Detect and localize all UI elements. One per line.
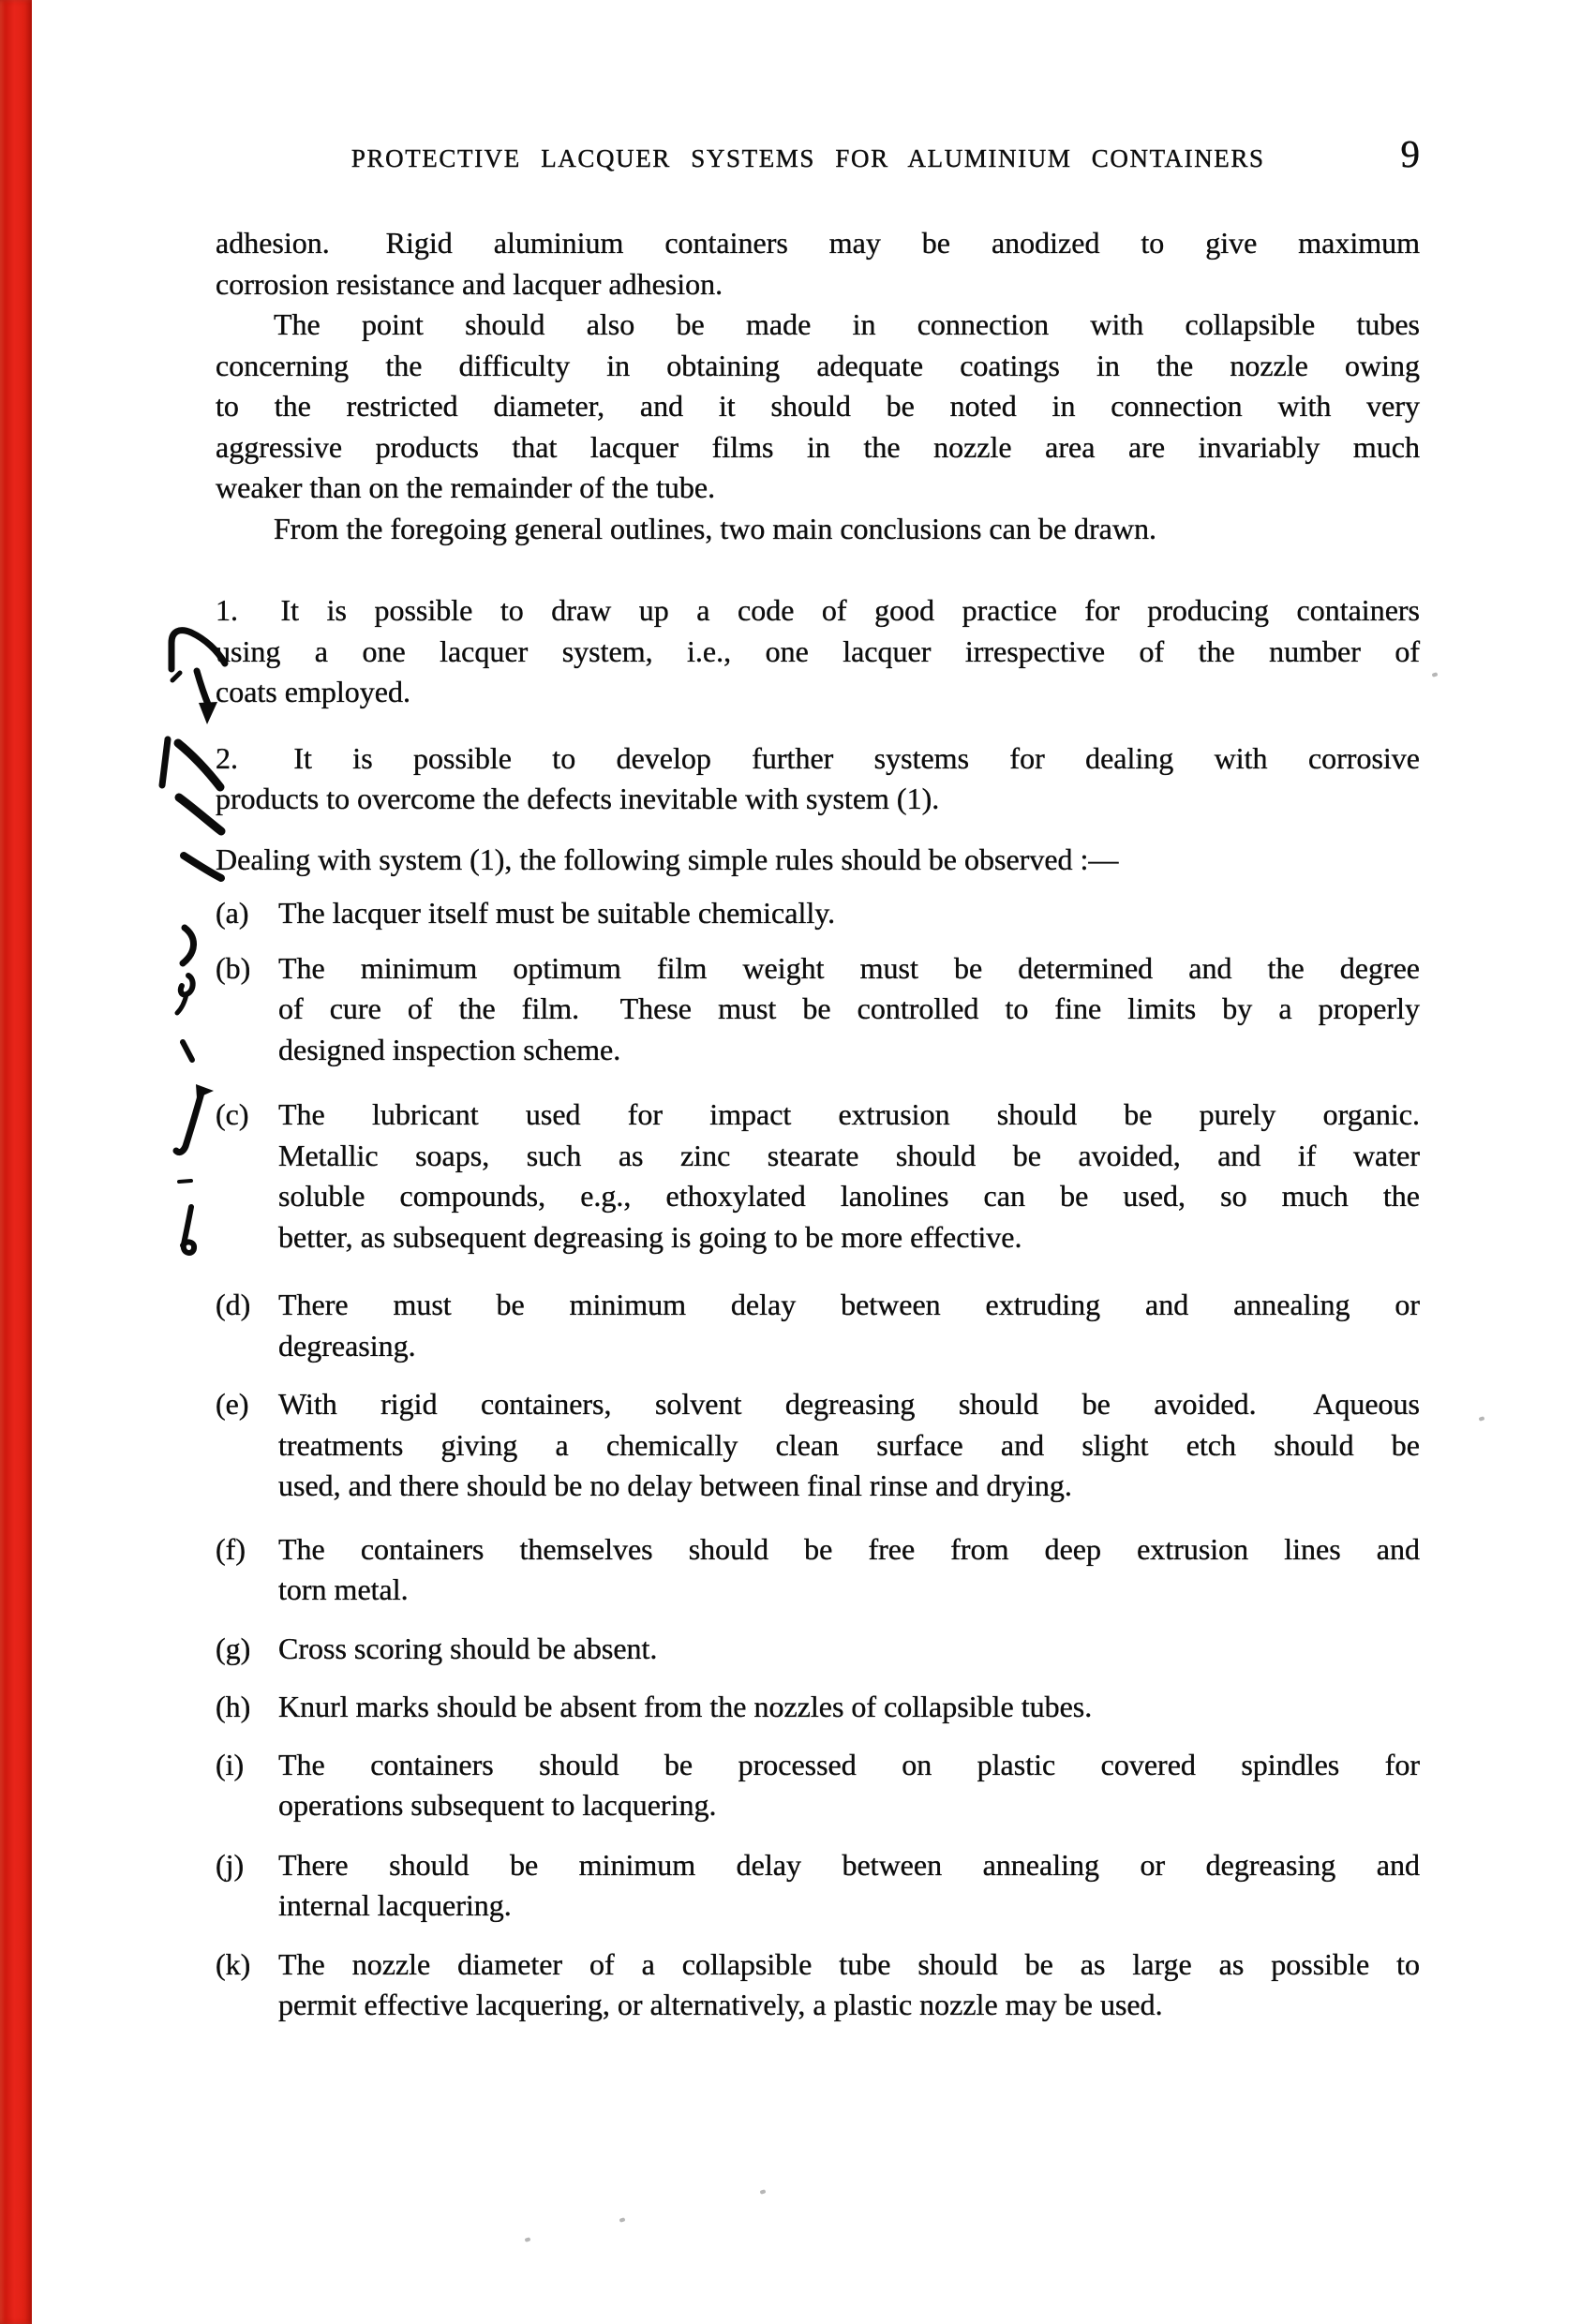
book-edge-strip <box>0 0 32 2324</box>
list-item-f <box>216 1529 1420 1611</box>
pen-apostrophe-mark <box>178 1038 197 1065</box>
text-line: Knurl marks should be absent from the nozzles of collapsible tubes. <box>278 1690 1093 1723</box>
list-item-c <box>216 1095 1420 1258</box>
text-line: There must be minimum delay between extruding and annealing or <box>278 1288 1420 1321</box>
text-line: With rigid containers, solvent degreasing should be avoided. Aqueous <box>278 1387 1420 1421</box>
item-label: (i) <box>216 1747 245 1781</box>
paragraph <box>216 840 1420 881</box>
item-label: (a) <box>216 896 249 930</box>
pen-integral-mark <box>171 1081 216 1162</box>
scan-speck <box>1479 1416 1485 1422</box>
text-line: better, as subsequent degreasing is going to be more effective. <box>278 1219 1022 1254</box>
text-line: Cross scoring should be absent. <box>278 1631 658 1665</box>
list-item-b <box>216 948 1420 1071</box>
numbered-item <box>216 738 1420 820</box>
paragraph <box>216 305 1420 509</box>
text-line: internal lacquering. <box>278 1888 512 1922</box>
text-line: designed inspection scheme. <box>278 1032 621 1066</box>
pen-loop-mark <box>174 1203 204 1259</box>
item-label: (j) <box>216 1847 245 1882</box>
scan-speck <box>525 2237 531 2242</box>
running-head <box>216 131 1420 176</box>
scan-speck <box>1432 672 1439 678</box>
text-line: of cure of the film. These must be controlled to fine limits by a properly <box>278 991 1420 1025</box>
text-line: soluble compounds, e.g., ethoxylated lanolines can be used, so much the <box>278 1179 1420 1213</box>
text-line: The point should also be made in connection with collapsible tubes <box>274 307 1420 341</box>
text-line: 1. It is possible to draw up a code of good practice for producing containers <box>216 593 1420 627</box>
text-line: torn metal. <box>278 1572 409 1606</box>
paragraph <box>216 509 1420 550</box>
body-text-block <box>216 223 1420 2026</box>
list-item-a <box>216 893 1420 934</box>
page-header-title: PROTECTIVE LACQUER SYSTEMS FOR ALUMINIUM CONTAINERS <box>351 144 1265 172</box>
text-line: The containers should be processed on plastic covered spindles for <box>278 1747 1420 1781</box>
text-line: Metallic soaps, such as zinc stearate should be avoided, and if water <box>278 1138 1420 1172</box>
page-number: 9 <box>1400 132 1420 175</box>
pen-hook-over-mark <box>165 624 231 673</box>
pen-lambda-mark <box>156 735 232 795</box>
text-line: coats employed. <box>216 675 410 708</box>
pen-tick-small-mark <box>178 847 229 885</box>
item-label: (f) <box>216 1531 246 1566</box>
scan-speck <box>619 2217 626 2223</box>
text-line: weaker than on the remainder of the tube. <box>216 470 716 504</box>
paragraph <box>216 223 1420 305</box>
text-line: Dealing with system (1), the following simple rules should be observed :— <box>216 842 1119 876</box>
item-label: (g) <box>216 1631 251 1665</box>
list-item-k <box>216 1944 1420 2026</box>
scan-speck <box>760 2189 767 2195</box>
text-line: products to overcome the defects inevitable with system (1). <box>216 782 940 815</box>
item-label: (h) <box>216 1690 251 1723</box>
item-label: (e) <box>216 1387 249 1421</box>
pen-tick-mark <box>172 791 229 838</box>
list-item-g <box>216 1629 1420 1670</box>
text-line: used, and there should be no delay between final rinse and drying. <box>278 1468 1072 1502</box>
list-item-e <box>216 1384 1420 1507</box>
item-label: (k) <box>216 1946 251 1981</box>
text-line: corrosion resistance and lacquer adhesion. <box>216 266 723 301</box>
text-line: The nozzle diameter of a collapsible tube should be as large as possible to <box>278 1946 1420 1981</box>
pen-comma-mark <box>174 971 199 1016</box>
list-item-j <box>216 1845 1420 1927</box>
text-line: From the foregoing general outlines, two main conclusions can be drawn. <box>274 511 1156 545</box>
list-item-h <box>216 1687 1420 1728</box>
list-item-i <box>216 1745 1420 1826</box>
text-line: to the restricted diameter, and it should be noted in connection with very <box>216 389 1420 423</box>
item-label: (c) <box>216 1097 249 1131</box>
pen-dash-mark <box>176 1177 195 1186</box>
text-line: The containers themselves should be free from deep extrusion lines and <box>278 1531 1420 1566</box>
item-label: (d) <box>216 1288 251 1321</box>
text-line: degreasing. <box>278 1328 416 1363</box>
item-label: (b) <box>216 950 251 985</box>
numbered-item <box>216 590 1420 713</box>
text-line: The lubricant used for impact extrusion should be purely organic. <box>278 1097 1420 1131</box>
text-line: The lacquer itself must be suitable chemically. <box>278 896 836 930</box>
text-line: The minimum optimum film weight must be determined and the degree <box>278 950 1420 985</box>
text-line: permit effective lacquering, or alternatively, a plastic nozzle may be used. <box>278 1988 1163 2021</box>
text-line: treatments giving a chemically clean surface and slight etch should be <box>278 1427 1420 1462</box>
text-line: There should be minimum delay between annealing or degreasing and <box>278 1847 1420 1882</box>
pen-arrow-down-mark <box>169 667 231 727</box>
text-line: operations subsequent to lacquering. <box>278 1788 717 1822</box>
text-line: aggressive products that lacquer films in the nozzle area are invariably much <box>216 429 1420 464</box>
text-line: 2. It is possible to develop further systems for dealing with corrosive <box>216 740 1420 775</box>
pen-paren-mark <box>178 924 204 967</box>
text-line: concerning the difficulty in obtaining adequate coatings in the nozzle owing <box>216 348 1420 382</box>
text-line: using a one lacquer system, i.e., one lacquer irrespective of the number of <box>216 633 1420 668</box>
text-line: adhesion. Rigid aluminium containers may be anodized to give maximum <box>216 226 1420 260</box>
list-item-d <box>216 1285 1420 1366</box>
